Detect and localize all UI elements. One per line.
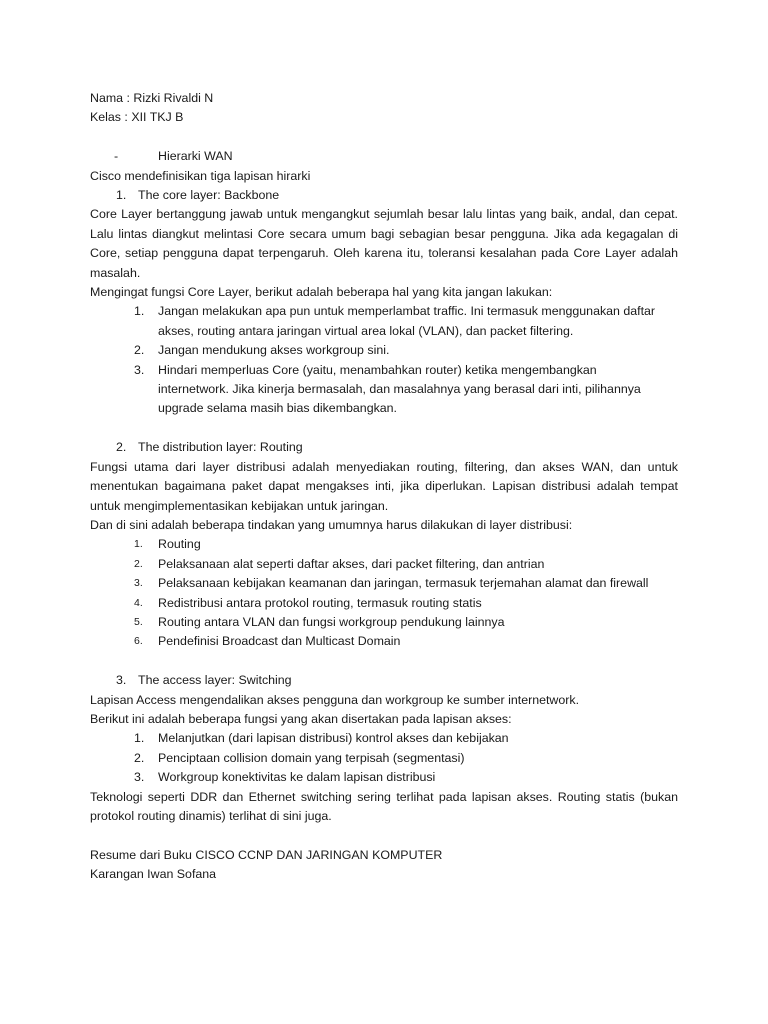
- core-title: The core layer: Backbone: [138, 188, 280, 203]
- spacer: [90, 826, 678, 845]
- list-text-cont: upgrade selama masih bias dikembangkan.: [158, 401, 398, 416]
- section-heading: [90, 147, 678, 166]
- list-number: 2.: [134, 343, 145, 358]
- spacer: [90, 419, 678, 438]
- access-closing-line: Teknologi seperti DDR dan Ethernet switching sering terlihat pada lapisan akses. Routing statis (bukan: [90, 789, 678, 804]
- core-lead: Mengingat fungsi Core Layer, berikut adalah beberapa hal yang kita jangan lakukan:: [90, 285, 553, 300]
- access-list-item: [90, 729, 678, 748]
- list-text: Melanjutkan (dari lapisan distribusi) kontrol akses dan kebijakan: [158, 731, 509, 746]
- core-list-item: [90, 302, 678, 321]
- core-para-line: Core, setiap pengguna dapat terpengaruh. Oleh karena itu, toleransi kesalahan pada Core Layer adalah: [90, 246, 678, 261]
- list-text: Penciptaan collision domain yang terpisah (segmentasi): [158, 750, 465, 765]
- distribution-para-line: untuk mengimplementasikan kebijakan untuk jaringan.: [90, 498, 389, 513]
- list-number: 2.: [134, 557, 143, 570]
- distribution-list-item: [90, 555, 678, 574]
- list-text: Workgroup konektivitas ke dalam lapisan distribusi: [158, 770, 436, 785]
- list-text: Jangan melakukan apa pun untuk memperlambat traffic. Ini termasuk menggunakan daftar: [158, 304, 656, 319]
- access-closing-line: protokol routing dinamis) terlihat di sini juga.: [90, 808, 332, 823]
- list-number: 1.: [134, 538, 143, 551]
- list-text: Jangan mendukung akses workgroup sini.: [158, 343, 390, 358]
- list-text: Routing antara VLAN dan fungsi workgroup pendukung lainnya: [158, 614, 505, 629]
- spacer: [90, 128, 678, 147]
- access-list-item: [90, 768, 678, 787]
- distribution-list-item: [90, 535, 678, 554]
- list-number: 3.: [134, 362, 145, 377]
- list-number: 6.: [134, 635, 143, 648]
- list-text: Redistribusi antara protokol routing, termasuk routing statis: [158, 595, 482, 610]
- list-text: Pelaksanaan alat seperti daftar akses, dari packet filtering, dan antrian: [158, 556, 545, 571]
- core-para-line: Lalu lintas diangkut melintasi Core secara umum bagi sebagian besar pengguna. Jika ada kegagalan di: [90, 226, 678, 241]
- list-number: 1.: [134, 731, 145, 746]
- access-heading: [90, 671, 678, 690]
- distribution-list-item: [90, 632, 678, 651]
- core-para-line: masalah.: [90, 265, 141, 280]
- list-number: 3.: [134, 770, 145, 785]
- student-class: Kelas : XII TKJ B: [90, 110, 184, 125]
- distribution-para-line: menentukan bagaimana paket dapat mengakses inti, jika diperlukan. Lapisan distribusi adalah tempat: [90, 479, 678, 494]
- distribution-list-item: [90, 574, 678, 593]
- distribution-heading: [90, 438, 678, 457]
- list-text: Hindari memperluas Core (yaitu, menambahkan router) ketika mengembangkan: [158, 362, 597, 377]
- list-number: 1.: [134, 304, 145, 319]
- access-para-line: Berikut ini adalah beberapa fungsi yang akan disertakan pada lapisan akses:: [90, 711, 512, 726]
- student-name: Nama : Rizki Rivaldi N: [90, 91, 214, 105]
- core-heading: [90, 186, 678, 205]
- distribution-para-line: Fungsi utama dari layer distribusi adalah menyediakan routing, filtering, dan akses WAN, dan untuk: [90, 459, 678, 474]
- spacer: [90, 652, 678, 671]
- access-number: 3.: [116, 673, 127, 688]
- distribution-lead: Dan di sini adalah beberapa tindakan yang umumnya harus dilakukan di layer distribusi:: [90, 517, 573, 532]
- list-text: Pelaksanaan kebijakan keamanan dan jaringan, termasuk terjemahan alamat dan firewall: [158, 576, 649, 591]
- core-para-line: Core Layer bertanggung jawab untuk mengangkut sejumlah besar lalu lintas yang baik, andal, dan cepat.: [90, 207, 678, 222]
- access-para-line: Lapisan Access mengendalikan akses pengguna dan workgroup ke sumber internetwork.: [90, 692, 580, 707]
- access-list-item: [90, 749, 678, 768]
- list-text-cont: internetwork. Jika kinerja bermasalah, dan masalahnya yang berasal dari inti, pilihannya: [158, 382, 641, 397]
- distribution-number: 2.: [116, 440, 127, 455]
- section-intro: Cisco mendefinisikan tiga lapisan hirarki: [90, 168, 311, 183]
- list-number: 2.: [134, 750, 145, 765]
- distribution-list-item: [90, 613, 678, 632]
- distribution-title: The distribution layer: Routing: [138, 440, 303, 455]
- list-text: Pendefinisi Broadcast dan Multicast Domain: [158, 634, 401, 649]
- list-text: Routing: [158, 537, 201, 552]
- document-page: [90, 89, 678, 885]
- list-number: 3.: [134, 577, 143, 590]
- resume-source: Resume dari Buku CISCO CCNP DAN JARINGAN KOMPUTER: [90, 847, 443, 862]
- core-list-item: [90, 341, 678, 360]
- list-text-cont: akses, routing antara jaringan virtual area lokal (VLAN), dan packet filtering.: [158, 323, 574, 338]
- access-title: The access layer: Switching: [138, 673, 292, 688]
- distribution-list-item: [90, 594, 678, 613]
- list-number: 5.: [134, 615, 143, 628]
- list-number: 4.: [134, 596, 143, 609]
- bullet-dash: -: [114, 149, 119, 164]
- resume-author: Karangan Iwan Sofana: [90, 867, 217, 882]
- section-title: Hierarki WAN: [158, 149, 233, 164]
- core-list-item: [90, 361, 678, 380]
- core-number: 1.: [116, 188, 127, 203]
